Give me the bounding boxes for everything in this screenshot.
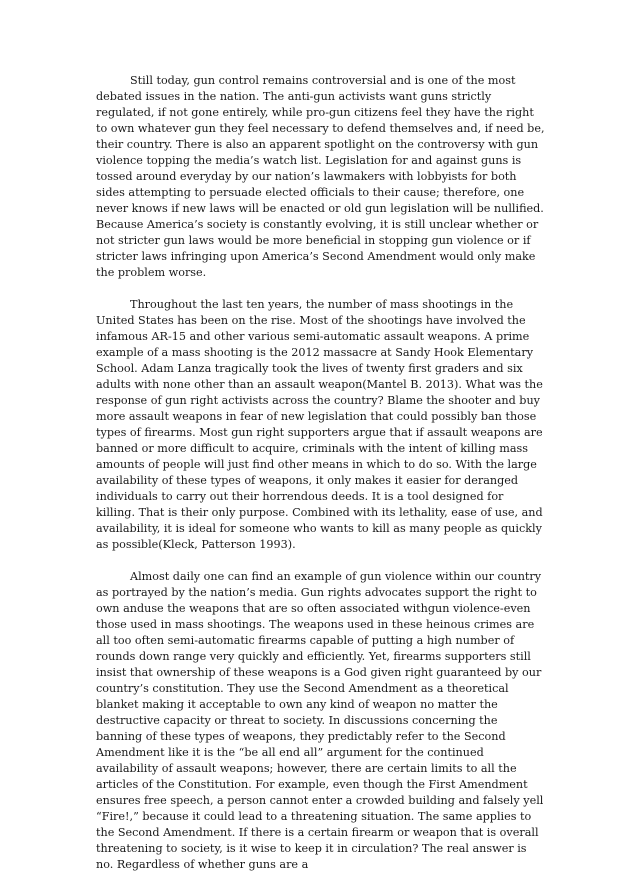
paragraph-3: Almost daily one can find an example of gun violence within our country as portrayed by the nation’s media. Gun rights advocates support the right to own anduse the weapons that are so often associated withgun violence-even those used in mass shootings. The weapons used in these heinous crimes are all too often semi-automatic firearms capable of putting a high number of rounds down range very quickly and efficiently. Yet, firearms supporters still insist that ownership of these weapons is a God given right guaranteed by our country’s constitution. They use the Second Amendment as a theoretical blanket making it acceptable to own any kind of weapon no matter the destructive capacity or threat to society. In discussions concerning the banning of these types of weapons, they predictably refer to the Second Amendment like it is the “be all end all” argument for the continued availability of assault weapons; however, there are certain limits to all the articles of the Constitution. For example, even though the First Amendment ensures free speech, a person cannot enter a crowded building and falsely yell “Fire!,” because it could lead to a threatening situation. The same applies to the Second Amendment. If there is a certain firearm or weapon that is overall threatening to society, is it wise to keep it in circulation? The real answer is no. Regardless of whether guns are a (96, 570, 544, 871)
paragraph-1: Still today, gun control remains controversial and is one of the most debated issues in the nation. The anti-gun activists want guns strictly regulated, if not gone entirely, while pro-gun citizens feel they have the right to own whatever gun they feel necessary to defend themselves and, if need be, their country. There is also an apparent spotlight on the controversy with gun violence topping the media’s watch list. Legislation for and against guns is tossed around everyday by our nation’s lawmakers with lobbyists for both sides attempting to persuade elected officials to their cause; therefore, one never knows if new laws will be enacted or old gun legislation will be nullified. Because America’s society is constantly evolving, it is still unclear whether or not stricter gun laws would be more beneficial in stopping gun violence or if stricter laws infringing upon America’s Second Amendment would only make the problem worse. (96, 74, 545, 279)
document-body (96, 73, 545, 873)
paragraph-2: Throughout the last ten years, the number of mass shootings in the United States has been on the rise. Most of the shootings have involved the infamous AR-15 and other various semi-automatic assault weapons. A prime example of a mass shooting is the 2012 massacre at Sandy Hook Elementary School. Adam Lanza tragically took the lives of twenty first graders and six adults with none other than an assault weapon(Mantel B. 2013). What was the response of gun right activists across the country? Blame the shooter and buy more assault weapons in fear of new legislation that could possibly ban those types of firearms. Most gun right supporters argue that if assault weapons are banned or more difficult to acquire, criminals with the intent of killing mass amounts of people will just find other means in which to do so. With the large availability of these types of weapons, it only makes it easier for deranged individuals to carry out their horrendous deeds. It is a tool designed for killing. That is their only purpose. Combined with its lethality, ease of use, and availability, it is ideal for someone who wants to kill as many people as quickly as possible(Kleck, Patterson 1993). (96, 298, 543, 551)
